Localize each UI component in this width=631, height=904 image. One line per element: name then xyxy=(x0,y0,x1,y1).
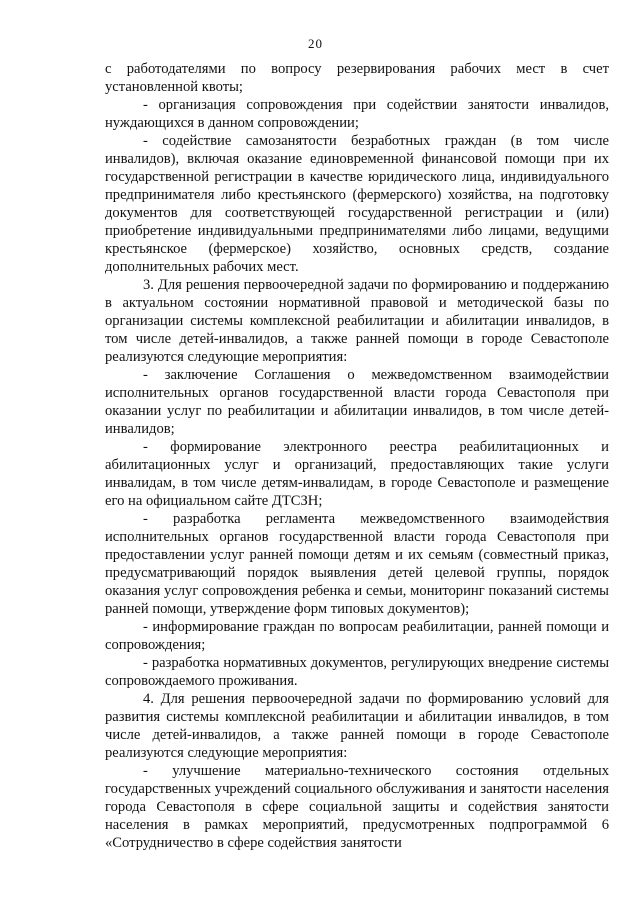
paragraph-registry: - формирование электронного реестра реабилитационных и абилитационных услуг и организаций, предоставляющих такие услуги инвалидам, в том числе детям-инвалидам, в городе Севастополе и размещение его на официальном сайте ДТСЗН; xyxy=(105,439,609,509)
paragraph-support-employment: - организация сопровождения при содействии занятости инвалидов, нуждающихся в данном сопровождении; xyxy=(105,97,609,131)
document-body xyxy=(105,60,609,852)
paragraph-agreement: - заключение Соглашения о межведомственном взаимодействии исполнительных органов государственной власти города Севастополя при оказании услуг по реабилитации и абилитации инвалидов, в том числе детей-инвалидов; xyxy=(105,367,609,437)
paragraph-self-employment: - содействие самозанятости безработных граждан (в том числе инвалидов), включая оказание единовременной финансовой помощи при их государственной регистрации в качестве юридического лица, индивидуального предпринимателя либо крестьянского (фермерского) хозяйства, на подготовку документов для соответствующей государственной регистрации и (или) приобретение индивидуальными предпринимателями либо лицами, ведущими крестьянское (фермерское) хозяйство, основных средств, создание дополнительных рабочих мест. xyxy=(105,133,609,275)
page-number: 20 xyxy=(308,36,323,51)
paragraph-quota-continuation: с работодателями по вопросу резервирования рабочих мест в счет установленной квоты; xyxy=(105,61,609,95)
paragraph-informing: - информирование граждан по вопросам реабилитации, ранней помощи и сопровождения; xyxy=(105,619,609,653)
paragraph-item-3: 3. Для решения первоочередной задачи по формированию и поддержанию в актуальном состоянии нормативной правовой и методической базы по организации системы комплексной реабилитации и абилитации инвалидов, в том числе детей-инвалидов, а также ранней помощи в городе Севастополе реализуются следующие мероприятия: xyxy=(105,277,609,365)
paragraph-regulation: - разработка регламента межведомственного взаимодействия исполнительных органов государственной власти города Севастополя при предоставлении услуг ранней помощи детям и их семьям (совместный приказ, предусматривающий порядок выявления детей целевой группы, порядок оказания услуг сопровождения ребенка и семьи, мониторинг показаний системы ранней помощи, утверждение форм типовых документов); xyxy=(105,511,609,617)
paragraph-normative-docs: - разработка нормативных документов, регулирующих внедрение системы сопровождаемого проживания. xyxy=(105,655,609,689)
paragraph-improvement: - улучшение материально-технического состояния отдельных государственных учреждений социального обслуживания и занятости населения города Севастополя в сфере социальной защиты и содействия занятости населения в рамках мероприятий, предусмотренных подпрограммой 6 «Сотрудничество в сфере содействия занятости xyxy=(105,763,609,851)
paragraph-item-4: 4. Для решения первоочередной задачи по формированию условий для развития системы комплексной реабилитации и абилитации инвалидов, в том числе детей-инвалидов, а также ранней помощи в городе Севастополе реализуются следующие мероприятия: xyxy=(105,691,609,761)
